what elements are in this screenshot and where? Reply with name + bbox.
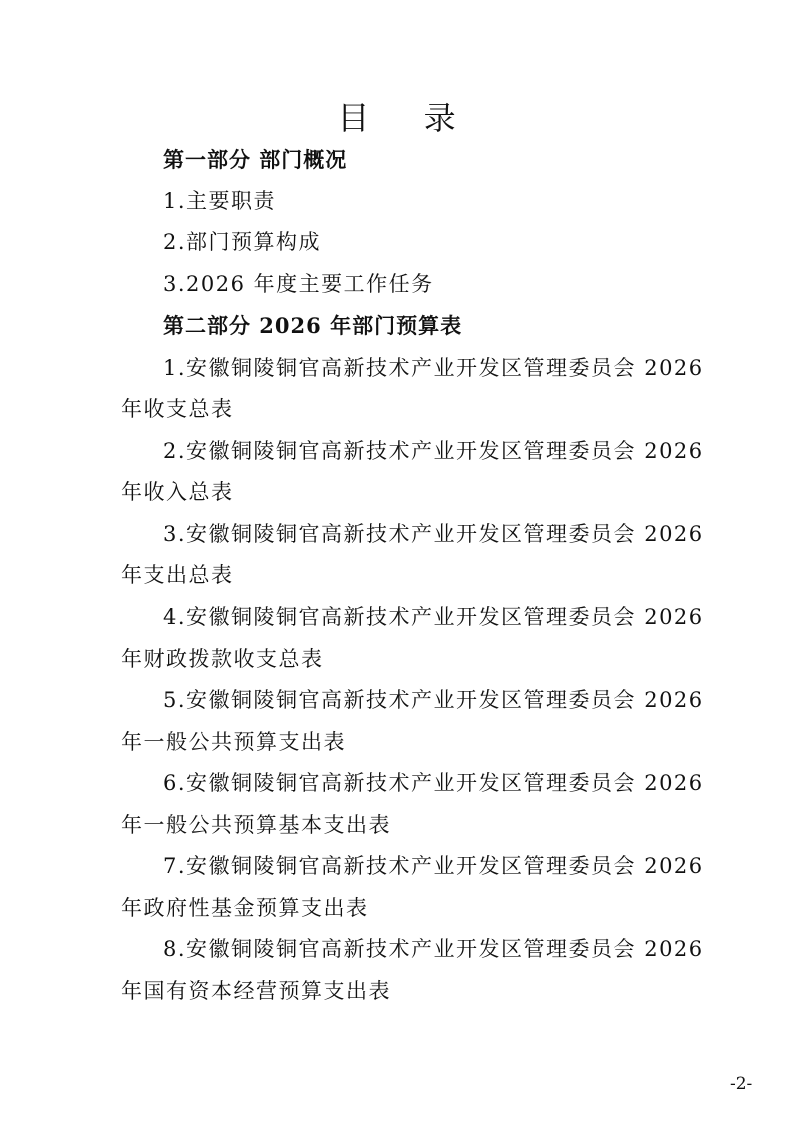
toc-item-line2: 年收入总表 xyxy=(121,480,234,504)
toc-item-line2: 年支出总表 xyxy=(121,563,234,587)
toc-item-line2: 年国有资本经营预算支出表 xyxy=(121,979,391,1003)
toc-item-line2: 年政府性基金预算支出表 xyxy=(121,896,369,920)
toc-item-line2: 年收支总表 xyxy=(121,397,234,421)
toc-item-line1: 2.安徽铜陵铜官高新技术产业开发区管理委员会 2026 xyxy=(163,439,704,463)
toc-item-line1: 7.安徽铜陵铜官高新技术产业开发区管理委员会 2026 xyxy=(163,854,704,878)
toc-item: 3.2026 年度主要工作任务 xyxy=(163,272,434,296)
toc-item-line2: 年一般公共预算支出表 xyxy=(121,730,346,754)
page-number: -2- xyxy=(730,1074,753,1094)
toc-item-line2: 年财政拨款收支总表 xyxy=(121,647,324,671)
page-title: 目 录 xyxy=(337,99,478,137)
toc-item-line1: 8.安徽铜陵铜官高新技术产业开发区管理委员会 2026 xyxy=(163,937,704,961)
part1-heading: 第一部分 部门概况 xyxy=(163,147,348,172)
toc-item-line1: 3.安徽铜陵铜官高新技术产业开发区管理委员会 2026 xyxy=(163,522,704,546)
toc-item: 2.部门预算构成 xyxy=(163,230,322,254)
toc-item: 1.主要职责 xyxy=(163,189,277,213)
toc-item-line1: 6.安徽铜陵铜官高新技术产业开发区管理委员会 2026 xyxy=(163,771,704,795)
toc-item-line1: 1.安徽铜陵铜官高新技术产业开发区管理委员会 2026 xyxy=(163,356,704,380)
toc-item-line1: 4.安徽铜陵铜官高新技术产业开发区管理委员会 2026 xyxy=(163,605,704,629)
part2-heading: 第二部分 2026 年部门预算表 xyxy=(163,313,463,338)
toc-item-line1: 5.安徽铜陵铜官高新技术产业开发区管理委员会 2026 xyxy=(163,688,704,712)
toc-item-line2: 年一般公共预算基本支出表 xyxy=(121,813,391,837)
